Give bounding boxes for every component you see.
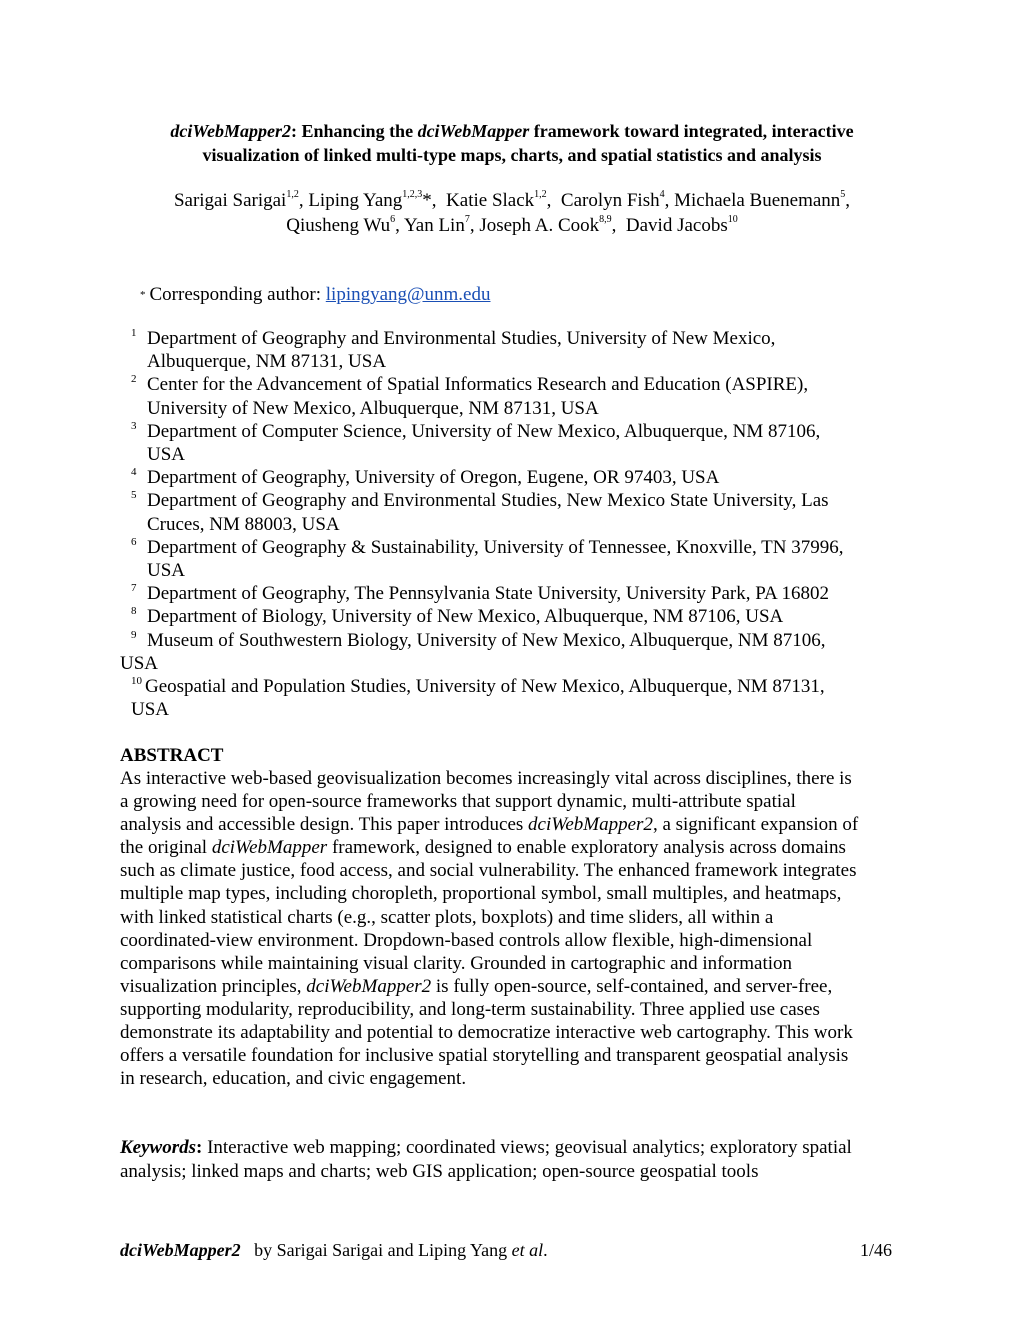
author-affil-mark: 8,9: [599, 214, 612, 225]
abstract-body: As interactive web-based geovisualization becomes increasingly vital across disciplines, there is a growing need for open-source frameworks that support dynamic, multi-attribute spatial analysis and accessible design. This paper introduces dciWebMapper2, a significant expansion of the original dciWebMapper framework, designed to enable exploratory analysis across domains such as climate justice, food access, and social vulnerability. The enhanced framework integrates multiple map types, including choropleth, proportional symbol, small multiples, and heatmaps, with linked statistical charts (e.g., scatter plots, boxplots) and time sliders, all within a coordinated-view environment. Dropdown-based controls allow flexible, high-dimensional comparisons while maintaining visual clarity. Grounded in cartographic and information visualization principles, dciWebMapper2 is fully open-source, self-contained, and server-free, supporting modularity, reproducibility, and long-term sustainability. Three applied use cases demonstrate its adaptability and potential to democratize interactive web cartography. This work offers a versatile foundation for inclusive spatial storytelling and transparent geospatial analysis in research, education, and civic engagement.: [120, 768, 859, 1090]
author-affil-mark: 1,2: [534, 189, 547, 200]
author-name: Michaela Buenemann: [674, 190, 841, 211]
author-affil-mark: 6: [390, 214, 396, 225]
title-line-1: dciWebMapper2: Enhancing the dciWebMapper framework toward integrated, interactive: [170, 121, 854, 141]
title-line-2: visualization of linked multi-type maps, charts, and spatial statistics and analysis: [202, 145, 822, 165]
affiliation-item: 7 Department of Geography, The Pennsylvania State University, University Park, PA 16802: [131, 582, 829, 605]
affiliation-item: 2 Center for the Advancement of Spatial Informatics Research and Education (ASPIRE), University of New Mexico, Albuquerque, NM 87131, USA: [131, 373, 809, 419]
abstract-heading: ABSTRACT: [120, 745, 224, 766]
corresponding-author: * Corresponding author: lipingyang@unm.edu: [140, 284, 491, 305]
author-affil-mark: 7: [464, 214, 470, 225]
author-name: Yan Lin: [403, 215, 465, 236]
author-list: [100, 188, 924, 238]
affiliation-item: 9 Museum of Southwestern Biology, University of New Mexico, Albuquerque, NM 87106, USA: [120, 628, 826, 674]
author-name: Katie Slack: [446, 190, 535, 211]
affiliation-item: 1 Department of Geography and Environmental Studies, University of New Mexico, Albuquerque, NM 87131, USA: [131, 327, 776, 373]
author-affil-mark: 5: [840, 189, 846, 200]
author-line-1: Sarigai Sarigai$^{1,2}$, Liping Yang$^{1,2,3}$*, Katie Slack$^{1,2}$, Carolyn Fish$^4$, Michaela Buenemann$^5$,: [173, 189, 851, 211]
author-name: Liping Yang: [308, 190, 403, 211]
author-affil-mark: 10: [727, 214, 738, 225]
affiliation-item: 10 Geospatial and Population Studies, University of New Mexico, Albuquerque, NM 87131, USA: [131, 675, 825, 721]
affiliation-item: 4 Department of Geography, University of Oregon, Eugene, OR 97403, USA: [131, 466, 720, 489]
affiliation-item: 6 Department of Geography & Sustainability, University of Tennessee, Knoxville, TN 37996, USA: [131, 535, 844, 582]
footer-running-title: dciWebMapper2 by Sarigai Sarigai and Liping Yang et al.: [120, 1240, 548, 1260]
author-name: Joseph A. Cook: [479, 215, 600, 236]
author-affil-mark: 1,2: [286, 189, 299, 200]
keywords-label: Keywords: [120, 1137, 196, 1158]
author-name: Qiusheng Wu: [286, 215, 391, 236]
author-name: Sarigai Sarigai: [173, 190, 287, 211]
affiliation-item: 3 Department of Computer Science, University of New Mexico, Albuquerque, NM 87106, USA: [131, 419, 821, 466]
author-affil-mark: 4: [659, 189, 665, 200]
author-name: David Jacobs: [625, 215, 728, 236]
affiliation-list: [120, 327, 910, 721]
corresponding-mark: *: [140, 289, 146, 301]
author-name: Carolyn Fish: [560, 190, 660, 211]
email-link[interactable]: lipingyang@unm.edu: [325, 284, 491, 305]
keywords-section: Keywords: Interactive web mapping; coordinated views; geovisual analytics; exploratory spatial analysis; linked maps and charts; web GIS application; open-source geospatial tools: [120, 1137, 852, 1182]
paper-title: [100, 119, 924, 167]
page-number: 1/46: [859, 1240, 892, 1260]
author-line-2: Qiusheng Wu$^6$, Yan Lin$^7$, Joseph A. Cook$^{8,9}$, David Jacobs$^{10}$: [286, 214, 738, 236]
affiliation-item: 8 Department of Biology, University of New Mexico, Albuquerque, NM 87106, USA: [131, 605, 784, 628]
author-affil-mark: 1,2,3: [402, 189, 423, 200]
affiliation-item: 5 Department of Geography and Environmental Studies, New Mexico State University, Las Cruces, NM 88003, USA: [131, 489, 829, 535]
